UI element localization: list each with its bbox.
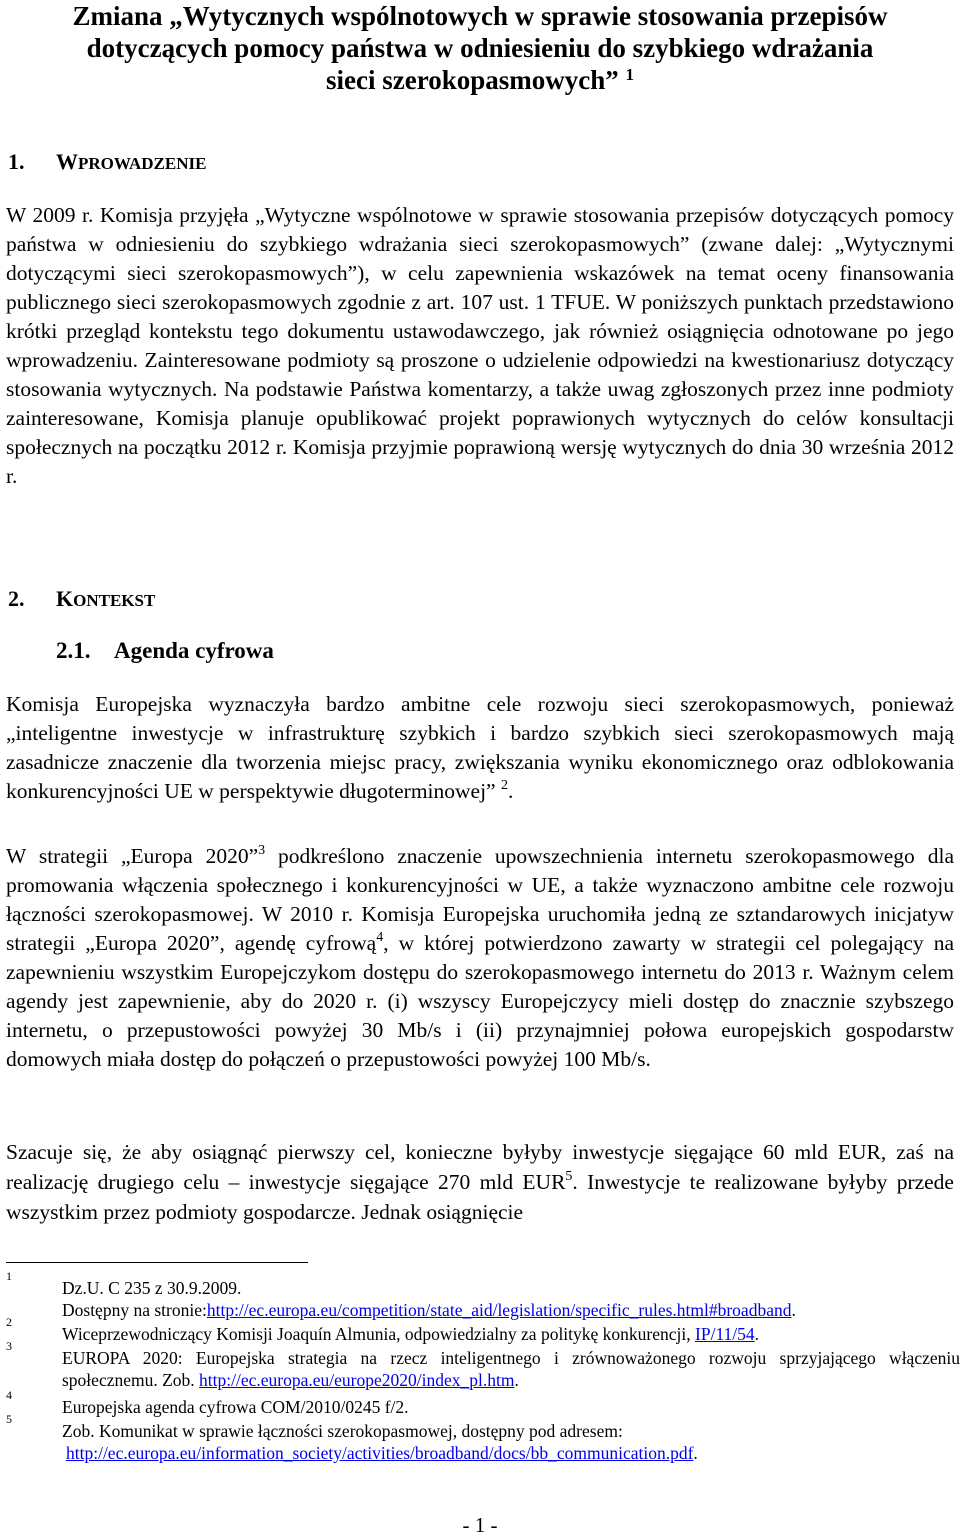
intro-paragraph: W 2009 r. Komisja przyjęła „Wytyczne wspólnotowe w sprawie stosowania przepisów dotyczących pomocy państwa w odniesieniu do szybkiego wdrażania sieci szerokopasmowych” (zwane dalej: „Wytycznymi dotyczącymi sieci szerokopasmowych”), w celu zapewnienia wskazówek na temat oceny finansowania publicznego sieci szerokopasmowych zgodnie z art. 107 ust. 1 TFUE. W poniższych punktach przedstawiono krótki przegląd kontekstu tego dokumentu ustawodawczego, jak również osiągnięcia odnotowane po jego wprowadzeniu. Zainteresowane podmioty są proszone o udzielenie odpowiedzi na kwestionariusz dotyczący stosowania wytycznych. Na podstawie Państwa komentarzy, a także uwag zgłoszonych przez inne podmioty zainteresowane, Komisja planuje opublikować projekt poprawionych wytycznych do celów konsultacji społecznych na początku 2012 r. Komisja przyjmie poprawioną wersję wytycznych do dnia 30 września 2012 r.: [6, 203, 954, 488]
subsection-2-1-title: Agenda cyfrowa: [114, 638, 274, 663]
footnote-ref-4[interactable]: 4: [376, 930, 384, 945]
footnote-2-link[interactable]: IP/11/54: [695, 1324, 755, 1344]
footnote-ref-5[interactable]: 5: [565, 1169, 573, 1184]
section-1-title-initial: W: [56, 149, 78, 174]
agenda-paragraph-3: [6, 1137, 954, 1227]
footnote-5-end: .: [693, 1443, 698, 1463]
page-number: - 1 -: [462, 1513, 498, 1537]
title-line-3-text: sieci szerokopasmowych”: [326, 65, 619, 95]
title-footnote-ref[interactable]: 1: [625, 65, 634, 84]
footnote-1-body: [62, 1277, 960, 1321]
footnote-2-mark: 2: [6, 1315, 12, 1329]
footnote-1-link[interactable]: http://ec.europa.eu/competition/state_aid/legislation/specific_rules.html#broadband: [206, 1300, 792, 1320]
footnote-3-mark: 3: [6, 1339, 12, 1353]
footnote-1-line-2-text: Dostępny na stronie:: [62, 1300, 207, 1320]
footnote-3-end: .: [514, 1370, 519, 1390]
footnote-4-body: Europejska agenda cyfrowa COM/2010/0245 f/2.: [62, 1397, 409, 1417]
footnote-5-text: Zob. Komunikat w sprawie łączności szerokopasmowej, dostępny pod adresem:: [62, 1421, 623, 1441]
section-1-heading: [8, 150, 206, 176]
footnote-5-link[interactable]: http://ec.europa.eu/information_society/activities/broadband/docs/bb_communication.pdf: [66, 1443, 694, 1463]
section-1-title-rest: PROWADZENIE: [78, 154, 207, 173]
section-2-title-rest: ONTEKST: [73, 591, 156, 610]
footnote-ref-3[interactable]: 3: [258, 843, 266, 858]
agenda-paragraph-3-text-b: . Inwestycje te realizowane byłyby przede wszystkim przez podmioty gospodarcze. Jednak osiągnięcie: [6, 1170, 954, 1224]
title-line-3: [0, 64, 960, 96]
section-2-number: 2.: [8, 586, 25, 611]
footnote-1-line-2-end: .: [791, 1300, 796, 1320]
agenda-paragraph-1-text: Komisja Europejska wyznaczyła bardzo ambitne cele rozwoju sieci szerokopasmowych, ponieważ „inteligentne inwestycje w infrastrukturę szybkich i bardzo szybkich sieci szerokopasmowych mają zasadnicze znaczenie dla tworzenia miejsc pracy, zwiększania wyniku ekonomicznego oraz odblokowania konkurencyjności UE w perspektywie długoterminowej”: [6, 692, 954, 803]
footnote-1-mark: 1: [6, 1269, 12, 1283]
agenda-paragraph-2-text-c: , w której potwierdzono zawarty w strategii cel polegający na zapewnieniu wszystkim Europejczykom dostępu do szerokopasmowego internetu do 2013 r. Ważnym celem agendy jest zapewnienie, aby do 2020 r. (i) wszyscy Europejczycy mieli dostęp do znacznie szybszego internetu, o przepustowości powyżej 30 Mb/s i (ii) przynajmniej połowa europejskich gospodarstw domowych miała dostęp do połączeń o przepustowości powyżej 100 Mb/s.: [6, 931, 954, 1071]
agenda-paragraph-2-text-a: W strategii „Europa 2020”: [6, 844, 259, 868]
footnote-1-line-1: Dz.U. C 235 z 30.9.2009.: [62, 1278, 242, 1298]
footnote-separator: [6, 1262, 308, 1263]
footnote-4-mark: 4: [6, 1388, 12, 1402]
footnote-2-end: .: [754, 1324, 760, 1344]
agenda-paragraph-2: [6, 842, 954, 1074]
section-2-heading: [8, 587, 155, 613]
footnote-3-link[interactable]: http://ec.europa.eu/europe2020/index_pl.htm: [199, 1370, 515, 1390]
footnote-3-text: EUROPA 2020: Europejska strategia na rzecz inteligentnego i zrównoważonego rozwoju sprzyjającego włączeniu społecznemu. Zob.: [62, 1348, 960, 1390]
footnote-2-text: Wiceprzewodniczący Komisji Joaquín Almunia, odpowiedzialny za politykę konkurencji,: [62, 1324, 696, 1344]
footnote-ref-2[interactable]: 2: [500, 778, 508, 793]
subsection-2-1-heading: [56, 638, 274, 664]
footnote-5-mark: 5: [6, 1412, 12, 1426]
section-2-title-initial: K: [56, 586, 74, 611]
agenda-paragraph-1: Komisja Europejska wyznaczyła bardzo ambitne cele rozwoju sieci szerokopasmowych, ponieważ „inteligentne inwestycje w infrastrukturę szybkich i bardzo szybkich sieci szerokopasmowych mają zasadnicze znaczenie dla tworzenia miejsc pracy, zwiększania wyniku ekonomicznego oraz odblokowania konkurencyjności UE w perspektywie długoterminowej” $^2$.: [6, 692, 954, 803]
section-1-number: 1.: [8, 149, 25, 174]
document-title: [0, 0, 960, 96]
footnote-3-body: [62, 1347, 960, 1391]
footnote-5-body: [62, 1420, 960, 1464]
footnote-1-line-2: [62, 1299, 960, 1321]
title-line-2: dotyczących pomocy państwa w odniesieniu do szybkiego wdrażania: [86, 33, 874, 63]
footnote-5-link-line: [62, 1442, 960, 1464]
agenda-paragraph-2-text-b: podkreślono znaczenie upowszechnienia internetu szerokopasmowego dla promowania włączenia społecznego i konkurencyjności w UE, a także wyznaczono ambitne cele rozwoju łączności szerokopasmowej. W 2010 r. Komisja Europejska uruchomiła jedną ze sztandarowych inicjatyw strategii „Europa 2020”, agendę cyfrową: [6, 844, 954, 955]
footnote-2-body: [62, 1323, 960, 1345]
subsection-2-1-number: 2.1.: [56, 638, 91, 663]
title-line-1: Zmiana „Wytycznych wspólnotowych w sprawie stosowania przepisów: [72, 1, 888, 31]
agenda-paragraph-3-text-a: Szacuje się, że aby osiągnąć pierwszy cel, konieczne byłyby inwestycje sięgające 60 mld EUR, zaś na realizację drugiego celu – inwestycje sięgające 270 mld EUR: [6, 1140, 954, 1194]
